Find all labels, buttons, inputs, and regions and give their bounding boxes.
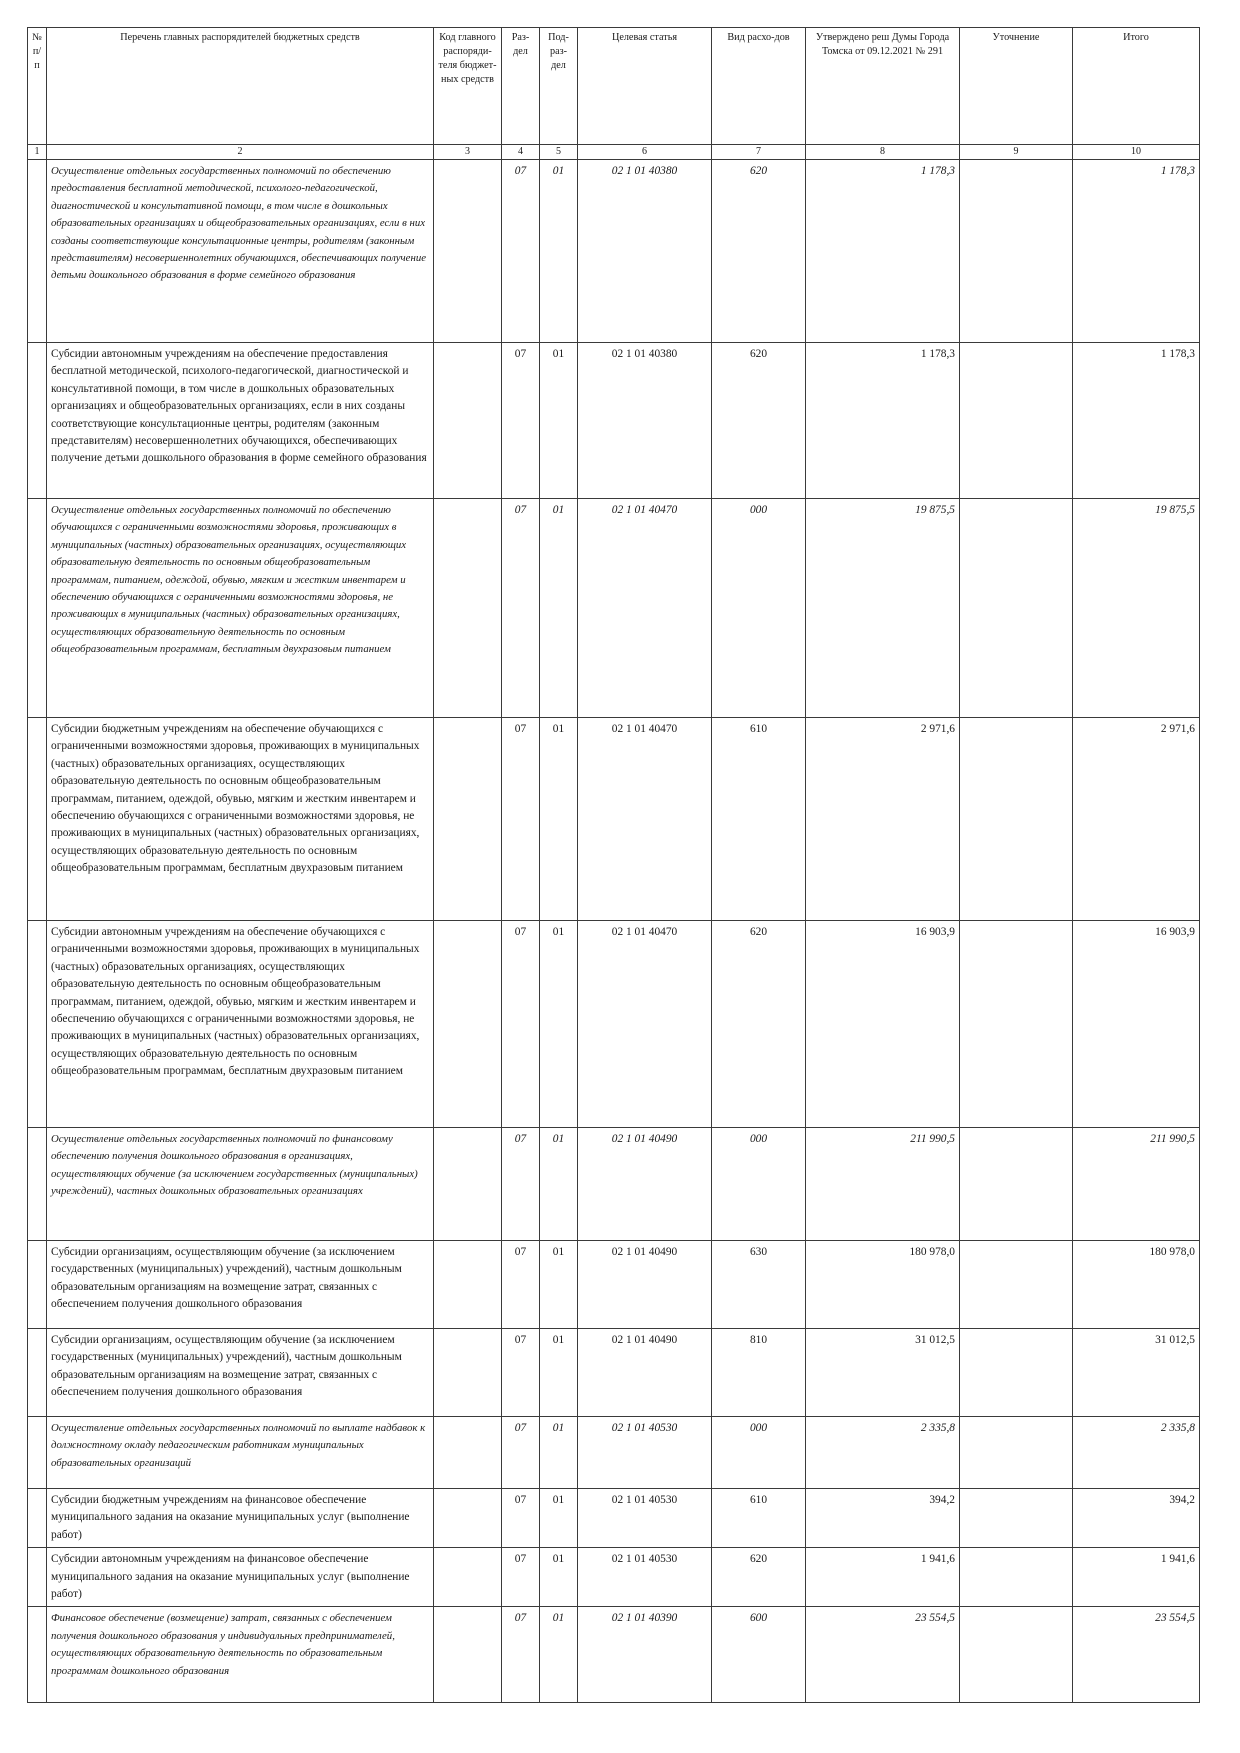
col-num-9: 9	[960, 145, 1073, 160]
header-row	[28, 28, 1200, 145]
row-target: 02 1 01 40380	[578, 343, 712, 499]
column-number-row	[28, 145, 1200, 160]
table-row	[28, 499, 1200, 718]
row-code	[434, 1329, 502, 1417]
row-total: 19 875,5	[1073, 499, 1200, 718]
row-target: 02 1 01 40490	[578, 1329, 712, 1417]
row-total: 2 335,8	[1073, 1417, 1200, 1489]
row-expense-type: 610	[712, 1489, 806, 1548]
row-podrazdel: 01	[540, 1607, 578, 1703]
row-code	[434, 718, 502, 921]
table-row	[28, 1329, 1200, 1417]
row-clarification	[960, 1241, 1073, 1329]
row-razdel: 07	[502, 343, 540, 499]
row-name: Финансовое обеспечение (возмещение) затрат, связанных с обеспечением получения дошкольного образования у индивидуальных предпринимателей, осуществляющих образовательную деятельность по образовательным программам дошкольного образования	[47, 1607, 434, 1703]
row-approved: 31 012,5	[806, 1329, 960, 1417]
budget-table	[27, 27, 1200, 1703]
row-clarification	[960, 1128, 1073, 1241]
row-clarification	[960, 343, 1073, 499]
col-num-1: 1	[28, 145, 47, 160]
header-expense-type: Вид расхо-дов	[712, 28, 806, 145]
col-num-3: 3	[434, 145, 502, 160]
row-approved: 394,2	[806, 1489, 960, 1548]
row-razdel: 07	[502, 499, 540, 718]
row-num	[28, 343, 47, 499]
table-row	[28, 1489, 1200, 1548]
row-num	[28, 1489, 47, 1548]
row-name: Осуществление отдельных государственных полномочий по выплате надбавок к должностному окладу педагогическим работникам муниципальных образовательных организаций	[47, 1417, 434, 1489]
row-approved: 211 990,5	[806, 1128, 960, 1241]
row-clarification	[960, 1329, 1073, 1417]
row-expense-type: 610	[712, 718, 806, 921]
row-podrazdel: 01	[540, 343, 578, 499]
row-total: 23 554,5	[1073, 1607, 1200, 1703]
row-total: 31 012,5	[1073, 1329, 1200, 1417]
header-code: Код главного распоряди-теля бюджет-ных средств	[434, 28, 502, 145]
row-target: 02 1 01 40380	[578, 160, 712, 343]
row-target: 02 1 01 40470	[578, 499, 712, 718]
row-total: 2 971,6	[1073, 718, 1200, 921]
row-num	[28, 718, 47, 921]
row-name: Субсидии бюджетным учреждениям на обеспечение обучающихся с ограниченными возможностями здоровья, проживающих в муниципальных (частных) образовательных организациях, осуществляющих образовательную деятельность по основным общеобразовательным программам, питанием, одеждой, обувью, мягким и жестким инвентарем и обеспечению обучающихся с ограниченными возможностями здоровья, не проживающих в муниципальных (частных) образовательных организациях, осуществляющих образовательную деятельность по основным общеобразовательным программам, бесплатным двухразовым питанием	[47, 718, 434, 921]
row-num	[28, 160, 47, 343]
row-num	[28, 1417, 47, 1489]
table-row	[28, 1241, 1200, 1329]
row-approved: 19 875,5	[806, 499, 960, 718]
row-approved: 180 978,0	[806, 1241, 960, 1329]
row-clarification	[960, 499, 1073, 718]
row-num	[28, 1128, 47, 1241]
row-name: Осуществление отдельных государственных полномочий по обеспечению предоставления бесплатной методической, психолого-педагогической, диагностической и консультативной помощи, в том числе в дошкольных образовательных организациях и общеобразовательных организациях, если в них созданы соответствующие консультационные центры, родителям (законным представителям) несовершеннолетних обучающихся, обеспечивающих получение детьми дошкольного образования в форме семейного образования	[47, 160, 434, 343]
header-total: Итого	[1073, 28, 1200, 145]
row-target: 02 1 01 40490	[578, 1128, 712, 1241]
row-target: 02 1 01 40530	[578, 1548, 712, 1607]
row-clarification	[960, 1417, 1073, 1489]
row-approved: 1 941,6	[806, 1548, 960, 1607]
row-num	[28, 1607, 47, 1703]
row-num	[28, 1329, 47, 1417]
row-name: Субсидии автономным учреждениям на финансовое обеспечение муниципального задания на оказание муниципальных услуг (выполнение работ)	[47, 1548, 434, 1607]
row-code	[434, 1128, 502, 1241]
row-code	[434, 1548, 502, 1607]
row-podrazdel: 01	[540, 1128, 578, 1241]
row-expense-type: 620	[712, 1548, 806, 1607]
row-code	[434, 1417, 502, 1489]
row-expense-type: 810	[712, 1329, 806, 1417]
row-total: 1 178,3	[1073, 160, 1200, 343]
row-name: Субсидии автономным учреждениям на обеспечение предоставления бесплатной методической, психолого-педагогической, диагностической и консультативной помощи, в том числе в дошкольных образовательных организациях и общеобразовательных организациях, если в них созданы соответствующие консультационные центры, родителям (законным представителям) несовершеннолетних обучающихся, обеспечивающих получение детьми дошкольного образования в форме семейного образования	[47, 343, 434, 499]
row-target: 02 1 01 40390	[578, 1607, 712, 1703]
row-expense-type: 620	[712, 921, 806, 1128]
row-name: Субсидии организациям, осуществляющим обучение (за исключением государственных (муниципальных) учреждений), частным дошкольным образовательным организациям на возмещение затрат, связанных с обеспечением получения дошкольного образования	[47, 1241, 434, 1329]
row-code	[434, 1241, 502, 1329]
table-row	[28, 1607, 1200, 1703]
row-approved: 2 335,8	[806, 1417, 960, 1489]
row-clarification	[960, 1489, 1073, 1548]
col-num-5: 5	[540, 145, 578, 160]
row-approved: 23 554,5	[806, 1607, 960, 1703]
row-num	[28, 1241, 47, 1329]
row-podrazdel: 01	[540, 1241, 578, 1329]
header-num: № п/п	[28, 28, 47, 145]
col-num-2: 2	[47, 145, 434, 160]
row-target: 02 1 01 40530	[578, 1417, 712, 1489]
row-code	[434, 343, 502, 499]
row-total: 211 990,5	[1073, 1128, 1200, 1241]
table-row	[28, 1128, 1200, 1241]
row-razdel: 07	[502, 1607, 540, 1703]
row-podrazdel: 01	[540, 1329, 578, 1417]
row-target: 02 1 01 40530	[578, 1489, 712, 1548]
table-row	[28, 718, 1200, 921]
row-num	[28, 1548, 47, 1607]
row-clarification	[960, 718, 1073, 921]
row-clarification	[960, 921, 1073, 1128]
row-code	[434, 921, 502, 1128]
row-razdel: 07	[502, 1417, 540, 1489]
row-total: 1 178,3	[1073, 343, 1200, 499]
row-code	[434, 1489, 502, 1548]
row-expense-type: 620	[712, 343, 806, 499]
row-approved: 16 903,9	[806, 921, 960, 1128]
row-expense-type: 000	[712, 1128, 806, 1241]
row-name: Субсидии автономным учреждениям на обеспечение обучающихся с ограниченными возможностями здоровья, проживающих в муниципальных (частных) образовательных организациях, осуществляющих образовательную деятельность по основным общеобразовательным программам, питанием, одеждой, обувью, мягким и жестким инвентарем и обеспечению обучающихся с ограниченными возможностями здоровья, не проживающих в муниципальных (частных) образовательных организациях, осуществляющих образовательную деятельность по основным общеобразовательным программам, бесплатным двухразовым питанием	[47, 921, 434, 1128]
row-code	[434, 499, 502, 718]
row-target: 02 1 01 40470	[578, 921, 712, 1128]
row-approved: 1 178,3	[806, 160, 960, 343]
row-razdel: 07	[502, 1128, 540, 1241]
row-expense-type: 630	[712, 1241, 806, 1329]
row-num	[28, 921, 47, 1128]
table-row	[28, 160, 1200, 343]
row-expense-type: 620	[712, 160, 806, 343]
row-approved: 2 971,6	[806, 718, 960, 921]
row-podrazdel: 01	[540, 1417, 578, 1489]
row-razdel: 07	[502, 1241, 540, 1329]
row-podrazdel: 01	[540, 160, 578, 343]
row-razdel: 07	[502, 1489, 540, 1548]
row-podrazdel: 01	[540, 499, 578, 718]
row-total: 394,2	[1073, 1489, 1200, 1548]
col-num-4: 4	[502, 145, 540, 160]
row-razdel: 07	[502, 1548, 540, 1607]
row-podrazdel: 01	[540, 718, 578, 921]
row-podrazdel: 01	[540, 1489, 578, 1548]
header-podrazdel: Под-раз-дел	[540, 28, 578, 145]
header-name: Перечень главных распорядителей бюджетных средств	[47, 28, 434, 145]
row-expense-type: 600	[712, 1607, 806, 1703]
row-code	[434, 160, 502, 343]
row-razdel: 07	[502, 160, 540, 343]
row-num	[28, 499, 47, 718]
row-podrazdel: 01	[540, 921, 578, 1128]
row-podrazdel: 01	[540, 1548, 578, 1607]
row-clarification	[960, 160, 1073, 343]
row-name: Субсидии бюджетным учреждениям на финансовое обеспечение муниципального задания на оказание муниципальных услуг (выполнение работ)	[47, 1489, 434, 1548]
row-clarification	[960, 1607, 1073, 1703]
col-num-8: 8	[806, 145, 960, 160]
row-total: 180 978,0	[1073, 1241, 1200, 1329]
row-name: Осуществление отдельных государственных полномочий по финансовому обеспечению получения дошкольного образования в организациях, осуществляющих обучение (за исключением государственных (муниципальных) учреждений), частных дошкольных образовательных организациях	[47, 1128, 434, 1241]
row-expense-type: 000	[712, 1417, 806, 1489]
header-razdel: Раз-дел	[502, 28, 540, 145]
row-name: Субсидии организациям, осуществляющим обучение (за исключением государственных (муниципальных) учреждений), частным дошкольным образовательным организациям на возмещение затрат, связанных с обеспечением получения дошкольного образования	[47, 1329, 434, 1417]
row-total: 16 903,9	[1073, 921, 1200, 1128]
header-approved: Утверждено реш Думы Города Томска от 09.12.2021 № 291	[806, 28, 960, 145]
header-target: Целевая статья	[578, 28, 712, 145]
row-target: 02 1 01 40490	[578, 1241, 712, 1329]
row-razdel: 07	[502, 921, 540, 1128]
col-num-10: 10	[1073, 145, 1200, 160]
table-row	[28, 921, 1200, 1128]
col-num-7: 7	[712, 145, 806, 160]
row-razdel: 07	[502, 718, 540, 921]
row-name: Осуществление отдельных государственных полномочий по обеспечению обучающихся с ограниченными возможностями здоровья, проживающих в муниципальных (частных) образовательных организациях, осуществляющих образовательную деятельность по основным общеобразовательным программам, питанием, одеждой, обувью, мягким и жестким инвентарем и обеспечению обучающихся с ограниченными возможностями здоровья, не проживающих в муниципальных (частных) образовательных организациях, осуществляющих образовательную деятельность по основным общеобразовательным программам, бесплатным двухразовым питанием	[47, 499, 434, 718]
row-expense-type: 000	[712, 499, 806, 718]
row-clarification	[960, 1548, 1073, 1607]
table-row	[28, 1548, 1200, 1607]
col-num-6: 6	[578, 145, 712, 160]
row-approved: 1 178,3	[806, 343, 960, 499]
row-total: 1 941,6	[1073, 1548, 1200, 1607]
row-code	[434, 1607, 502, 1703]
header-clarification: Уточнение	[960, 28, 1073, 145]
table-row	[28, 1417, 1200, 1489]
row-target: 02 1 01 40470	[578, 718, 712, 921]
row-razdel: 07	[502, 1329, 540, 1417]
table-row	[28, 343, 1200, 499]
